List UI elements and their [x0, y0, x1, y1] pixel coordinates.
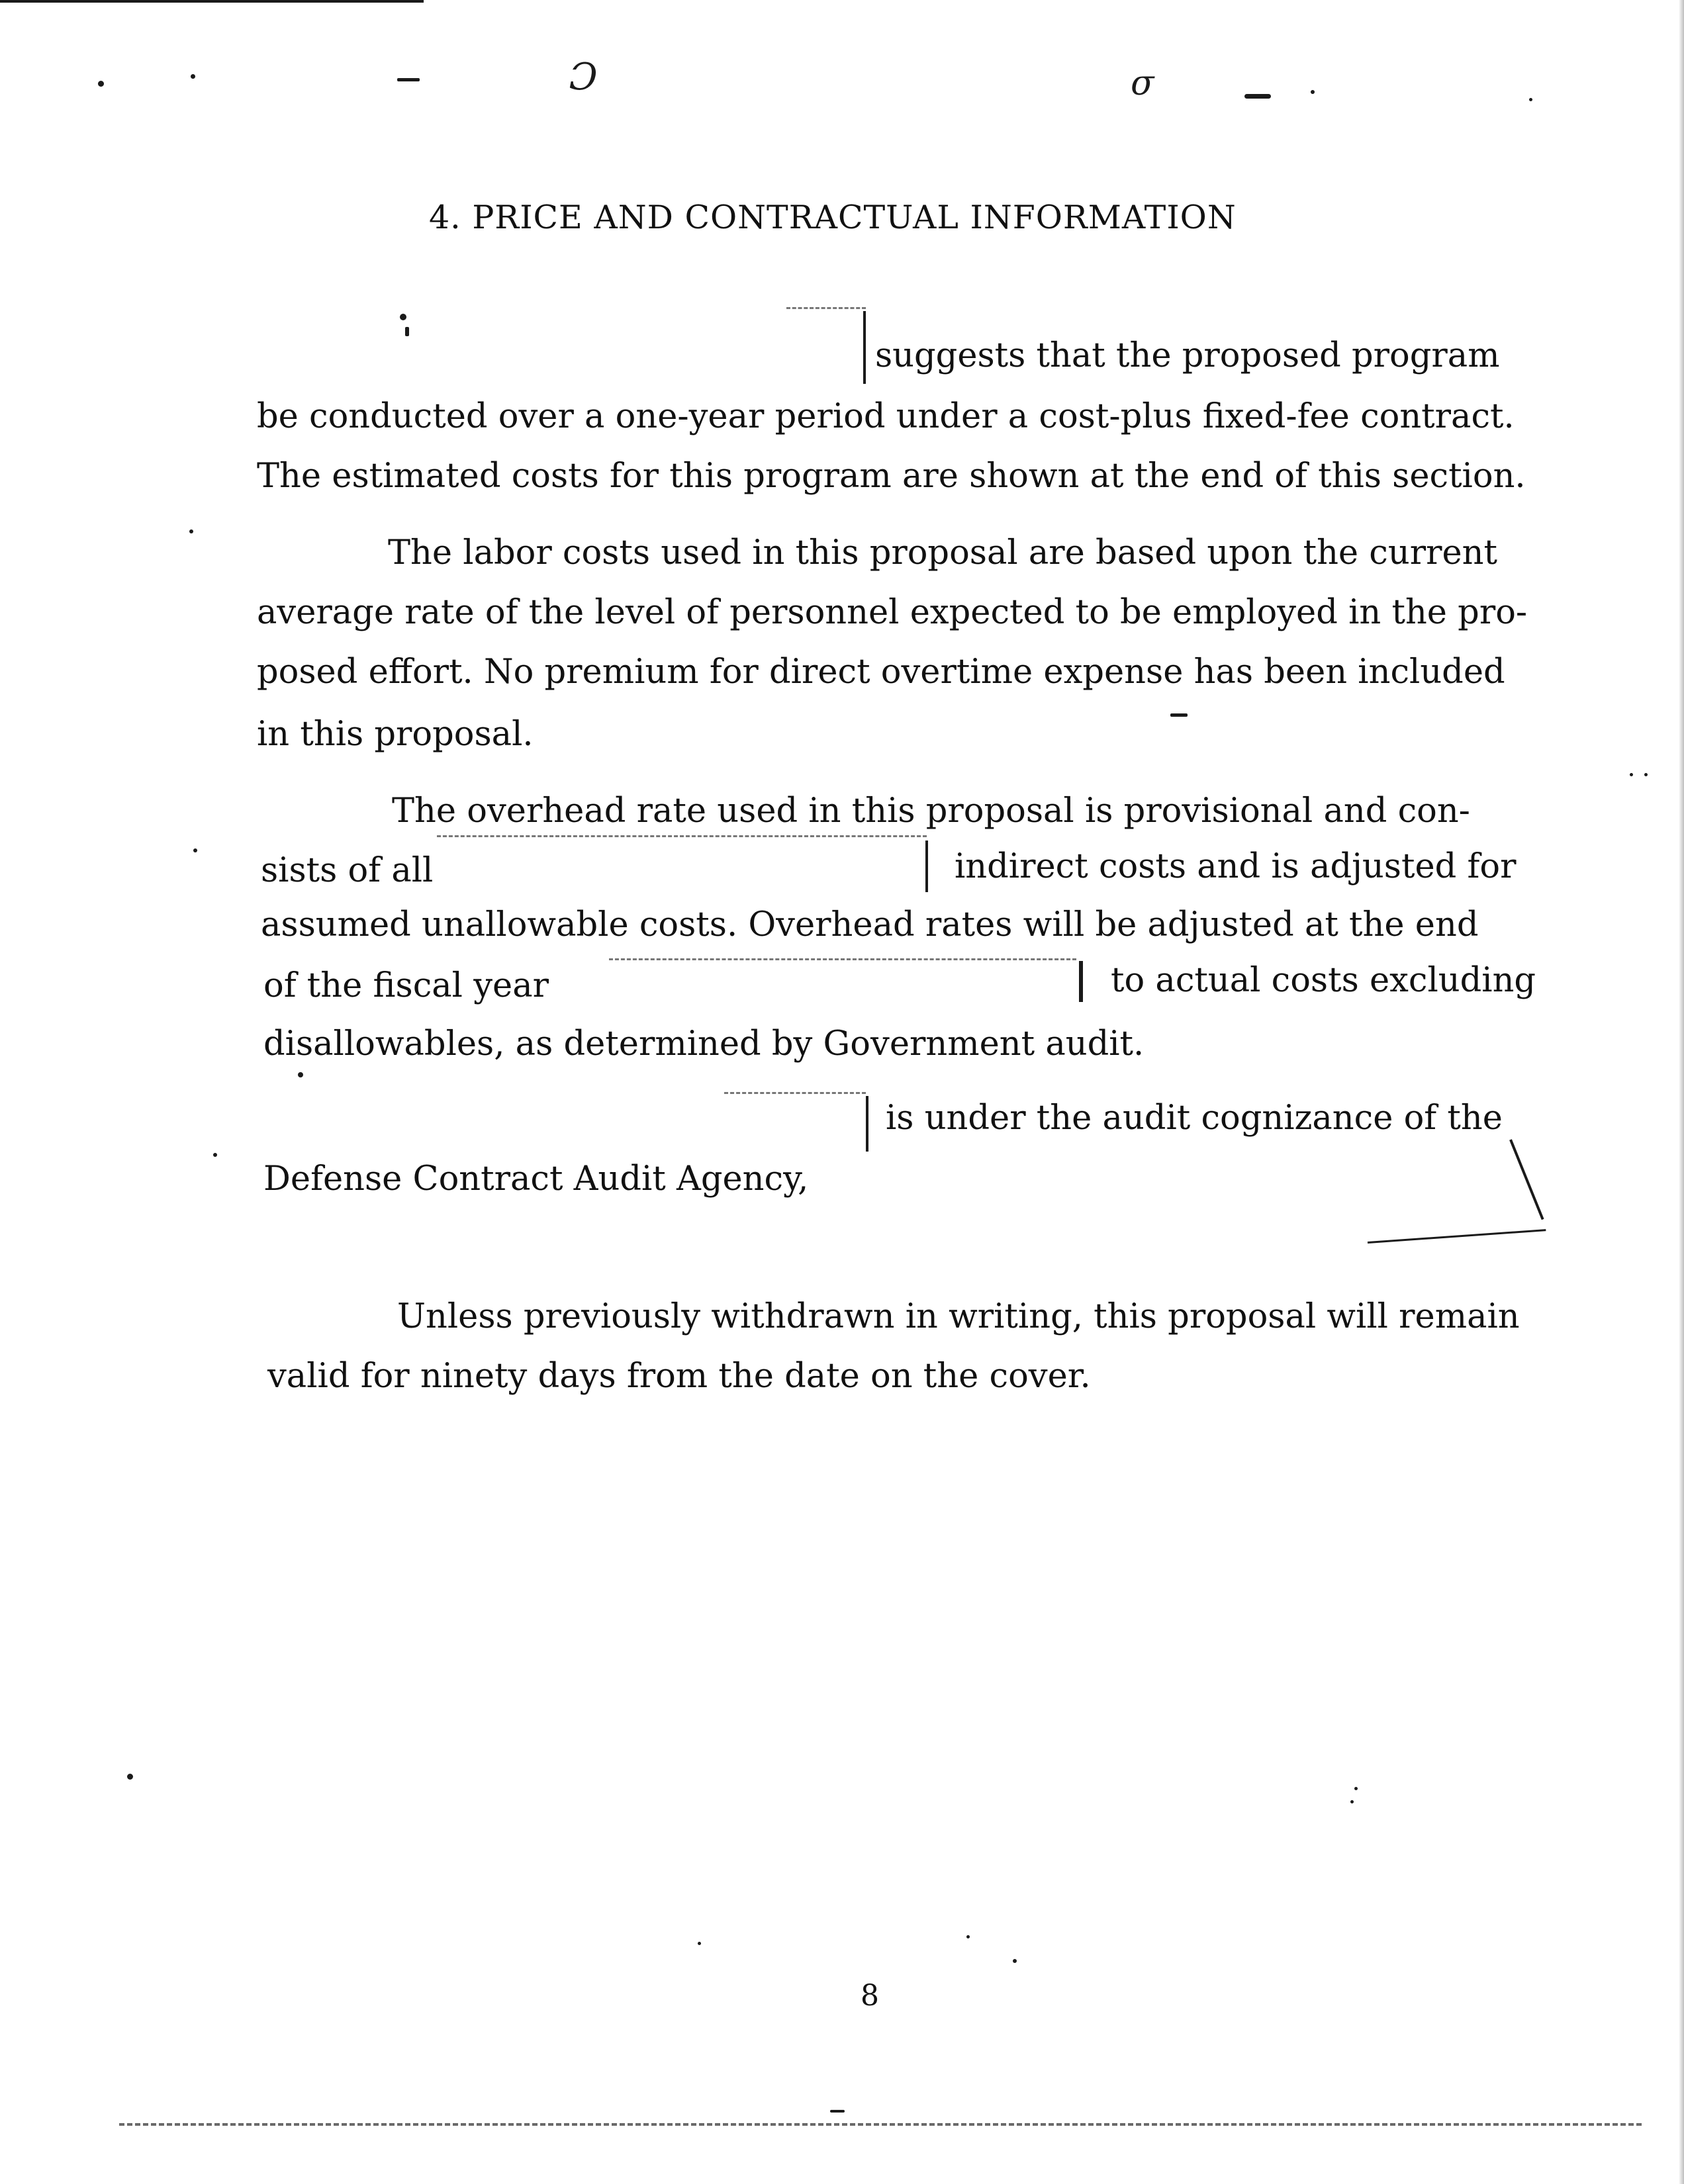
p5-line-1: Unless previously withdrawn in writing, this proposal will remain: [397, 1297, 1520, 1336]
redaction-box-top: [786, 307, 866, 309]
scan-speck: [298, 1072, 303, 1077]
p2-line-4: in this proposal.: [257, 715, 534, 754]
redaction-bracket-diagonal: [1509, 1139, 1544, 1220]
redaction-box-top: [609, 958, 1076, 960]
p3-line-4b: to actual costs excluding: [1111, 961, 1536, 1000]
redaction-bracket: [1079, 961, 1083, 1002]
page-number: 8: [861, 1979, 879, 2013]
scan-speck: [405, 327, 409, 336]
redaction-bracket: [866, 1096, 868, 1152]
p3-line-2a: sists of all: [261, 851, 434, 890]
p3-line-5: disallowables, as determined by Government audit.: [263, 1024, 1145, 1064]
scan-speck: [1630, 773, 1633, 776]
p3-line-2b: indirect costs and is adjusted for: [955, 847, 1517, 886]
p1-line-1: suggests that the proposed program: [875, 336, 1500, 375]
scan-right-edge: [1679, 0, 1684, 2184]
scan-speck: [1311, 90, 1315, 94]
redaction-bracket: [863, 311, 866, 384]
section-heading: 4. PRICE AND CONTRACTUAL INFORMATION: [429, 199, 1237, 236]
scan-speck: [189, 529, 193, 533]
p3-line-1: The overhead rate used in this proposal is provisional and con-: [392, 792, 1470, 831]
p5-line-2: valid for ninety days from the date on the cover.: [267, 1357, 1091, 1396]
p2-line-3: posed effort. No premium for direct overtime expense has been included: [257, 653, 1505, 692]
scan-top-rule: [0, 0, 424, 3]
redaction-bracket-bottom: [1368, 1229, 1546, 1244]
scan-speck: [1350, 1800, 1354, 1803]
scan-speck: [193, 848, 197, 852]
scan-speck: [698, 1942, 701, 1945]
scan-speck: [191, 74, 195, 79]
scan-speck: [1013, 1959, 1017, 1963]
redaction-box-top: [724, 1092, 866, 1094]
redaction-box-top: [437, 835, 927, 837]
scan-speck: [1170, 713, 1188, 717]
p1-line-2: be conducted over a one-year period under a cost-plus fixed-fee contract.: [257, 397, 1515, 436]
scan-bottom-rule: [119, 2123, 1642, 2126]
handwritten-mark: Ɔ: [569, 56, 598, 99]
scan-speck: [1529, 98, 1532, 101]
p3-line-3: assumed unallowable costs. Overhead rates will be adjusted at the end: [261, 905, 1479, 944]
p1-line-3: The estimated costs for this program are shown at the end of this section.: [257, 457, 1526, 496]
scan-speck: [1244, 94, 1271, 99]
p2-line-2: average rate of the level of personnel expected to be employed in the pro-: [257, 593, 1528, 632]
scan-speck: [966, 1935, 970, 1938]
scan-speck: [98, 81, 104, 87]
scan-speck: [213, 1153, 217, 1157]
p4-line-2: Defense Contract Audit Agency,: [263, 1160, 809, 1199]
scan-speck: [400, 314, 406, 320]
scan-speck: [1644, 773, 1648, 776]
scan-speck: [830, 2110, 845, 2113]
scan-speck: [1354, 1787, 1358, 1790]
scan-speck: [127, 1774, 133, 1780]
scan-speck: [397, 78, 420, 81]
p3-line-4a: of the fiscal year: [263, 966, 549, 1005]
redaction-bracket: [925, 841, 928, 892]
p4-line-1: is under the audit cognizance of the: [886, 1099, 1503, 1138]
p2-line-1: The labor costs used in this proposal are based upon the current: [388, 533, 1498, 572]
handwritten-mark: σ: [1131, 64, 1154, 103]
